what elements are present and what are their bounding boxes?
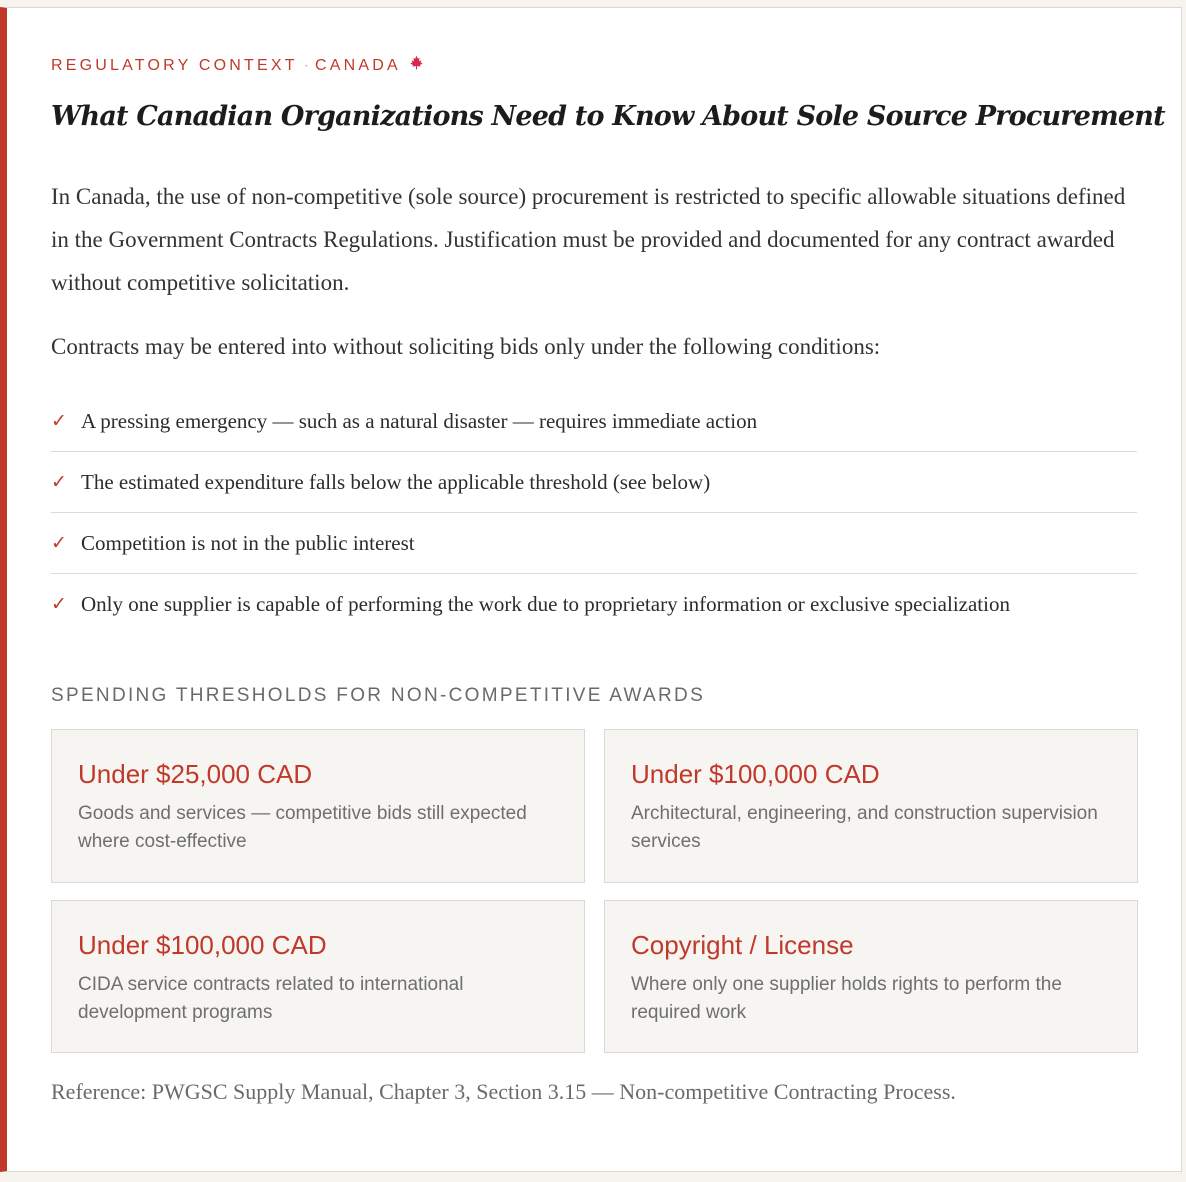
eyebrow <box>51 55 424 75</box>
threshold-description: Architectural, engineering, and construction supervision services <box>631 803 1098 852</box>
eyebrow-separator: · <box>303 57 310 74</box>
checkmark-icon: ✓ <box>51 471 67 493</box>
eyebrow-label: REGULATORY CONTEXT <box>51 57 298 74</box>
threshold-description: Where only one supplier holds rights to perform the required work <box>631 974 1062 1023</box>
condition-item <box>51 513 1137 574</box>
condition-item <box>51 391 1137 452</box>
condition-text: The estimated expenditure falls below the applicable threshold (see below) <box>81 470 711 494</box>
conditions-list <box>51 391 1137 634</box>
threshold-title: Copyright / License <box>631 930 854 960</box>
threshold-title: Under $100,000 CAD <box>631 759 880 789</box>
condition-text: Competition is not in the public interest <box>81 531 415 555</box>
threshold-title: Under $25,000 CAD <box>78 759 313 789</box>
checkmark-icon: ✓ <box>51 410 67 432</box>
condition-text: A pressing emergency — such as a natural disaster — requires immediate action <box>81 409 758 433</box>
threshold-title: Under $100,000 CAD <box>78 930 327 960</box>
checkmark-icon: ✓ <box>51 593 67 615</box>
condition-item <box>51 574 1137 634</box>
checkmark-icon: ✓ <box>51 532 67 554</box>
threshold-card-goods <box>51 729 585 883</box>
threshold-description: CIDA service contracts related to international development programs <box>78 974 464 1023</box>
condition-text: Only one supplier is capable of performing the work due to proprietary information or exclusive specialization <box>81 592 1010 616</box>
reference-note: Reference: PWGSC Supply Manual, Chapter 3, Section 3.15 — Non-competitive Contracting Process. <box>51 1079 956 1104</box>
condition-item <box>51 452 1137 513</box>
threshold-card-cida <box>51 900 585 1053</box>
page-title: What Canadian Organizations Need to Know About Sole Source Procurement <box>51 101 1165 132</box>
eyebrow-country: CANADA <box>315 57 401 74</box>
thresholds-heading: SPENDING THRESHOLDS FOR NON-COMPETITIVE AWARDS <box>51 685 706 706</box>
article-card <box>0 7 1182 1172</box>
threshold-description: Goods and services — competitive bids still expected where cost-effective <box>78 803 527 852</box>
threshold-card-aec <box>604 729 1138 883</box>
conditions-lead: Contracts may be entered into without soliciting bids only under the following conditions: <box>51 334 881 359</box>
threshold-card-copyright <box>604 900 1138 1053</box>
maple-leaf-icon <box>409 57 424 74</box>
intro-paragraph: In Canada, the use of non-competitive (sole source) procurement is restricted to specific allowable situations defined in the Government Contracts Regulations. Justification must be provided and documented for any contract awarded without competitive solicitation. <box>51 184 1126 295</box>
